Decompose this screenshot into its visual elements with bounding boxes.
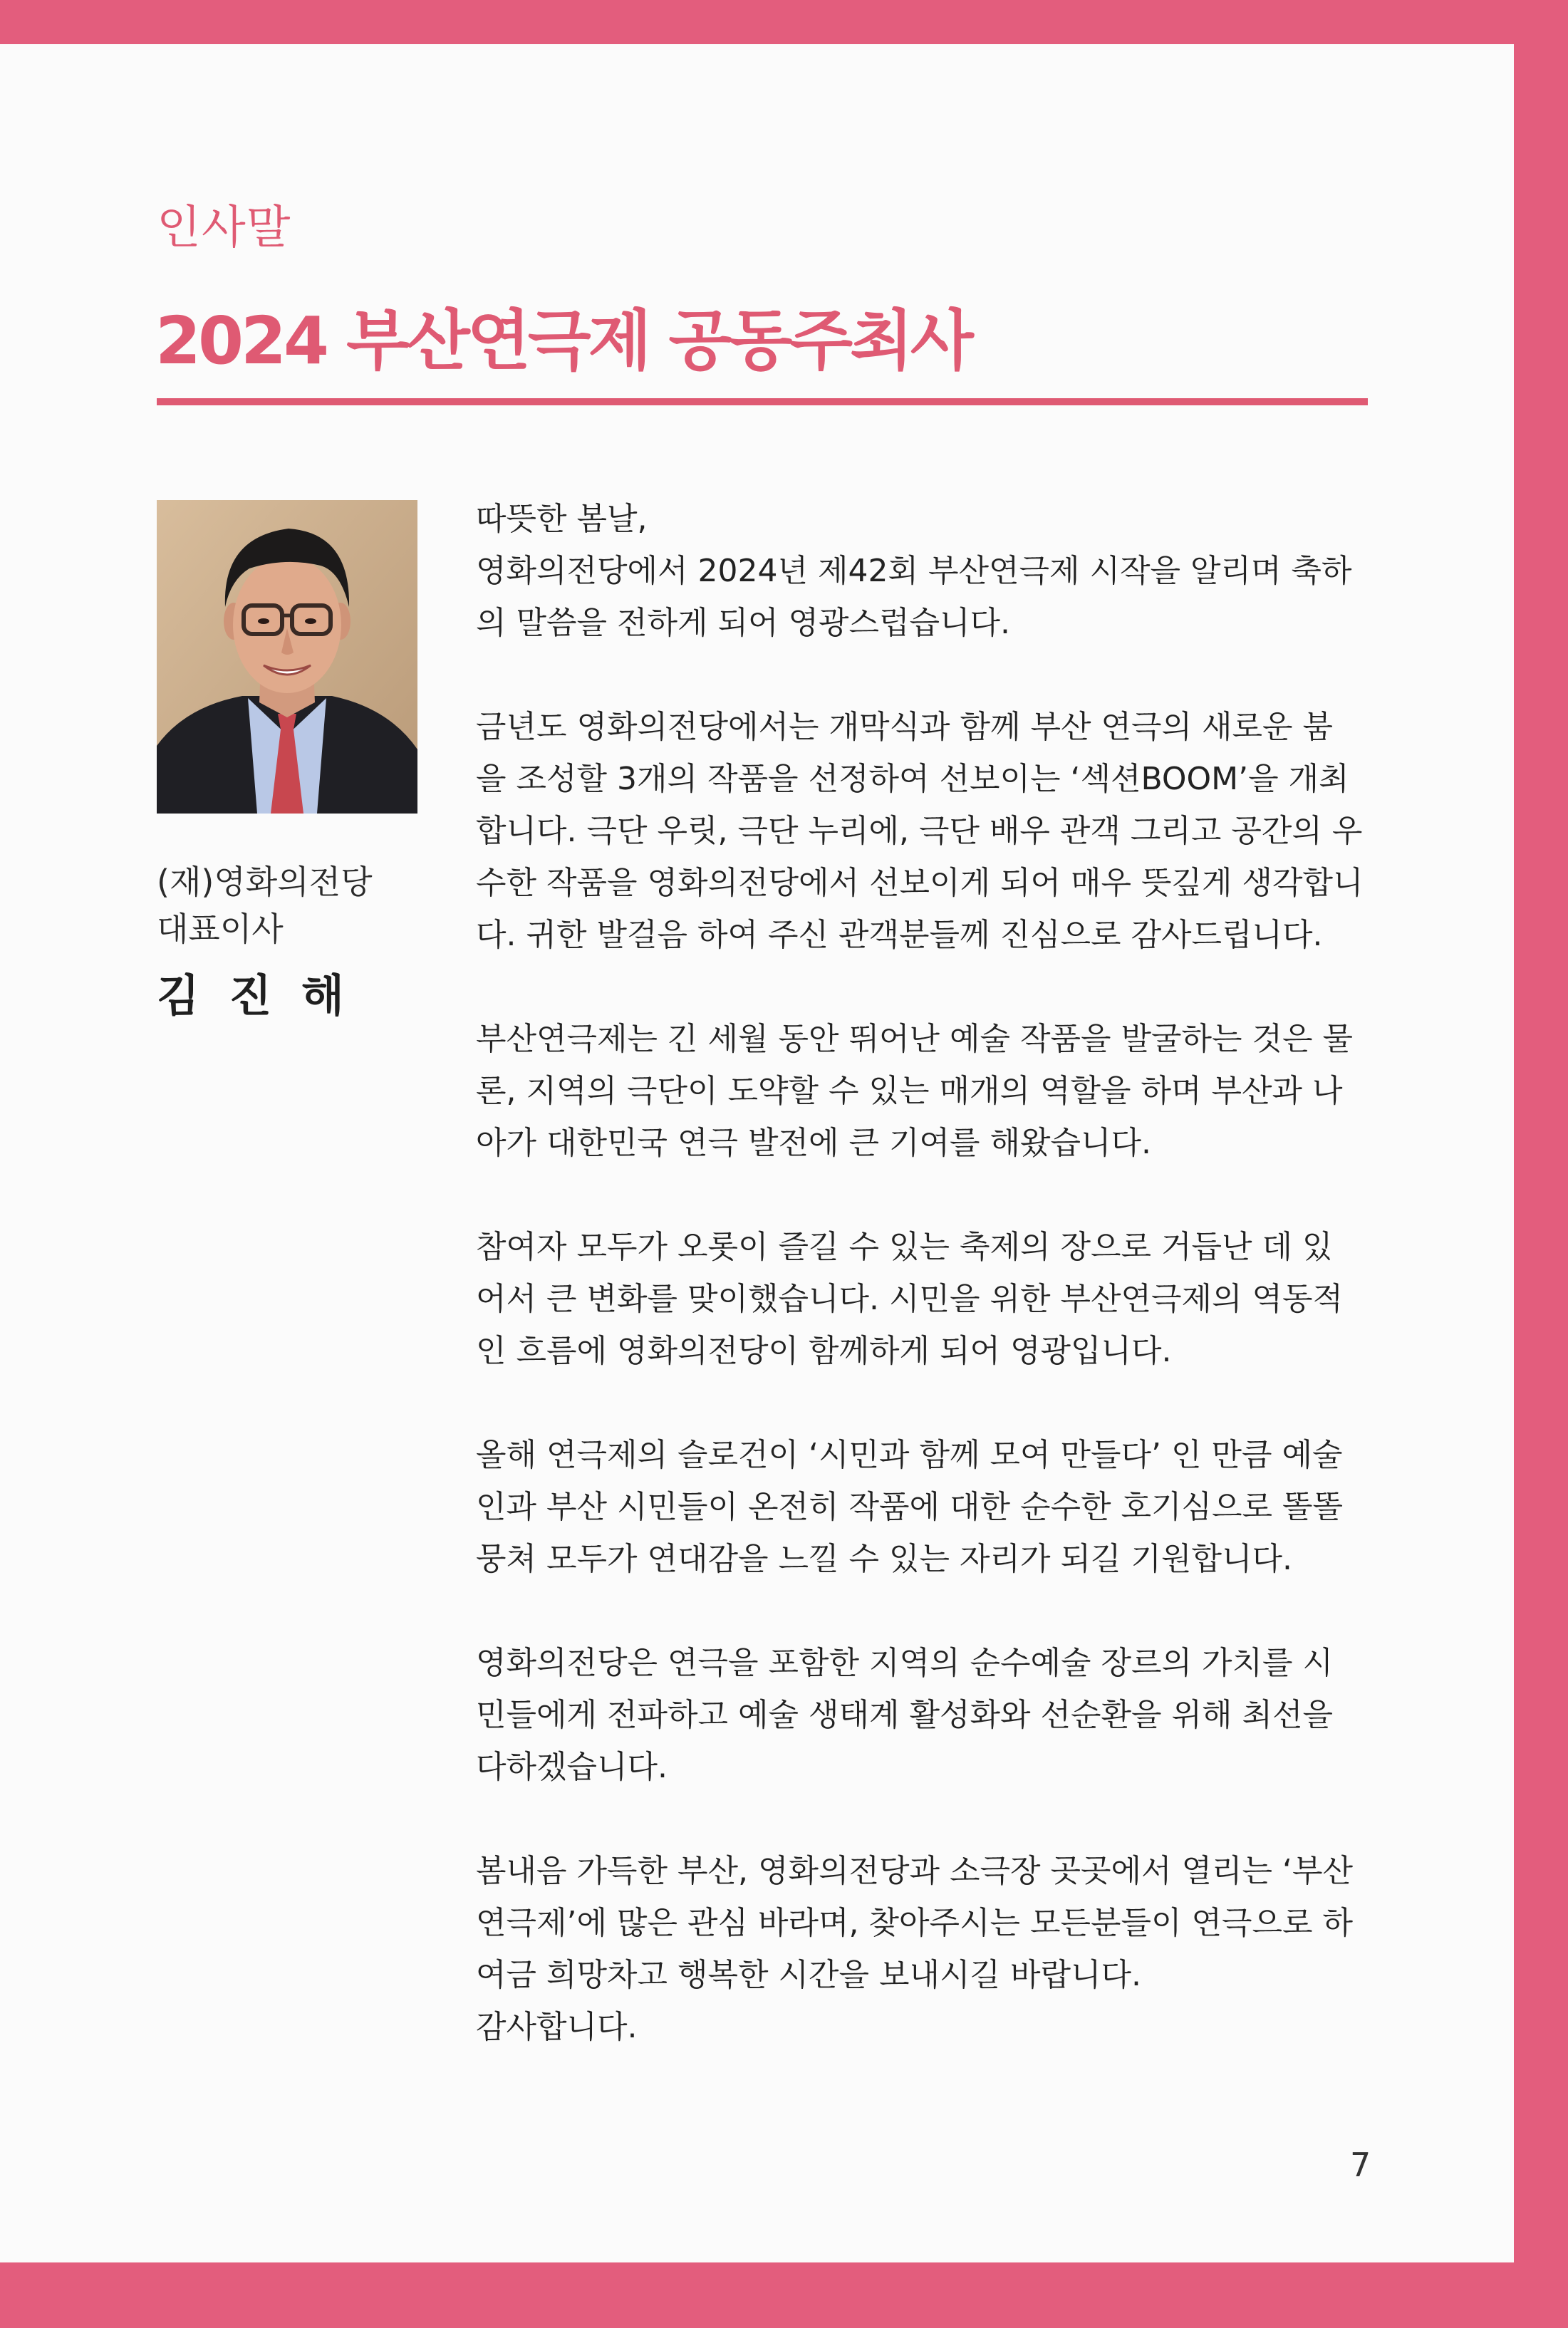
text-line: 금년도 영화의전당에서는 개막식과 함께 부산 연극의 새로운 붐 xyxy=(476,709,1334,745)
text-line: 다. 귀한 발걸음 하여 주신 관객분들께 진심으로 감사드립니다. xyxy=(476,917,1323,953)
text-line: 어서 큰 변화를 맞이했습니다. 시민을 위한 부산연극제의 역동적 xyxy=(476,1281,1343,1317)
text-line: 민들에게 전파하고 예술 생태계 활성화와 선순환을 위해 최선을 xyxy=(476,1697,1334,1733)
portrait-photo xyxy=(157,500,417,814)
paragraph xyxy=(476,1429,1370,1585)
section-label: 인사말 xyxy=(157,202,291,254)
author-name: 김 진 해 xyxy=(157,970,351,1022)
paragraph xyxy=(476,493,1370,649)
greeting-body xyxy=(476,493,1370,2105)
text-line: 올해 연극제의 슬로건이 ‘시민과 함께 모여 만들다’ 인 만큼 예술 xyxy=(476,1437,1343,1473)
text-line: 영화의전당은 연극을 포함한 지역의 순수예술 장르의 가치를 시 xyxy=(476,1645,1334,1681)
text-line: 뭉쳐 모두가 연대감을 느낄 수 있는 자리가 되길 기원합니다. xyxy=(476,1541,1292,1577)
text-line: 인 흐름에 영화의전당이 함께하게 되어 영광입니다. xyxy=(476,1333,1172,1369)
text-line: 론, 지역의 극단이 도약할 수 있는 매개의 역할을 하며 부산과 나 xyxy=(476,1073,1343,1109)
title-divider xyxy=(157,398,1368,405)
paragraph xyxy=(476,1845,1370,2053)
author-affiliation xyxy=(157,858,373,952)
author-position: 대표이사 xyxy=(157,910,284,948)
text-line: 다하겠습니다. xyxy=(476,1749,668,1785)
paragraph xyxy=(476,1637,1370,1793)
text-line: 참여자 모두가 오롯이 즐길 수 있는 축제의 장으로 거듭난 데 있 xyxy=(476,1229,1333,1265)
paragraph xyxy=(476,701,1370,961)
text-line: 여금 희망차고 행복한 시간을 보내시길 바랍니다. xyxy=(476,1957,1141,1993)
text-line: 감사합니다. xyxy=(476,2009,638,2045)
text-line: 연극제’에 많은 관심 바라며, 찾아주시는 모든분들이 연극으로 하 xyxy=(476,1905,1353,1941)
text-line: 을 조성할 3개의 작품을 선정하여 선보이는 ‘섹션BOOM’을 개최 xyxy=(476,761,1349,797)
paragraph xyxy=(476,1013,1370,1169)
text-line: 부산연극제는 긴 세월 동안 뛰어난 예술 작품을 발굴하는 것은 물 xyxy=(476,1021,1353,1057)
text-line: 수한 작품을 영화의전당에서 선보이게 되어 매우 뜻깊게 생각합니 xyxy=(476,865,1364,901)
author-organization: (재)영화의전당 xyxy=(157,863,373,901)
paragraph xyxy=(476,1221,1370,1377)
portrait-illustration xyxy=(157,500,417,814)
text-line: 합니다. 극단 우릿, 극단 누리에, 극단 배우 관객 그리고 공간의 우 xyxy=(476,813,1363,849)
text-line: 인과 부산 시민들이 온전히 작품에 대한 순수한 호기심으로 똘똘 xyxy=(476,1489,1343,1525)
text-line: 따뜻한 봄날, xyxy=(476,501,648,537)
text-line: 영화의전당에서 2024년 제42회 부산연극제 시작을 알리며 축하 xyxy=(476,553,1352,589)
text-line: 의 말씀을 전하게 되어 영광스럽습니다. xyxy=(476,605,1010,641)
text-line: 아가 대한민국 연극 발전에 큰 기여를 해왔습니다. xyxy=(476,1125,1151,1161)
text-line: 봄내음 가득한 부산, 영화의전당과 소극장 곳곳에서 열리는 ‘부산 xyxy=(476,1853,1353,1889)
page-title: 2024 부산연극제 공동주최사 xyxy=(155,303,971,379)
page-number: 7 xyxy=(1350,2146,1371,2184)
